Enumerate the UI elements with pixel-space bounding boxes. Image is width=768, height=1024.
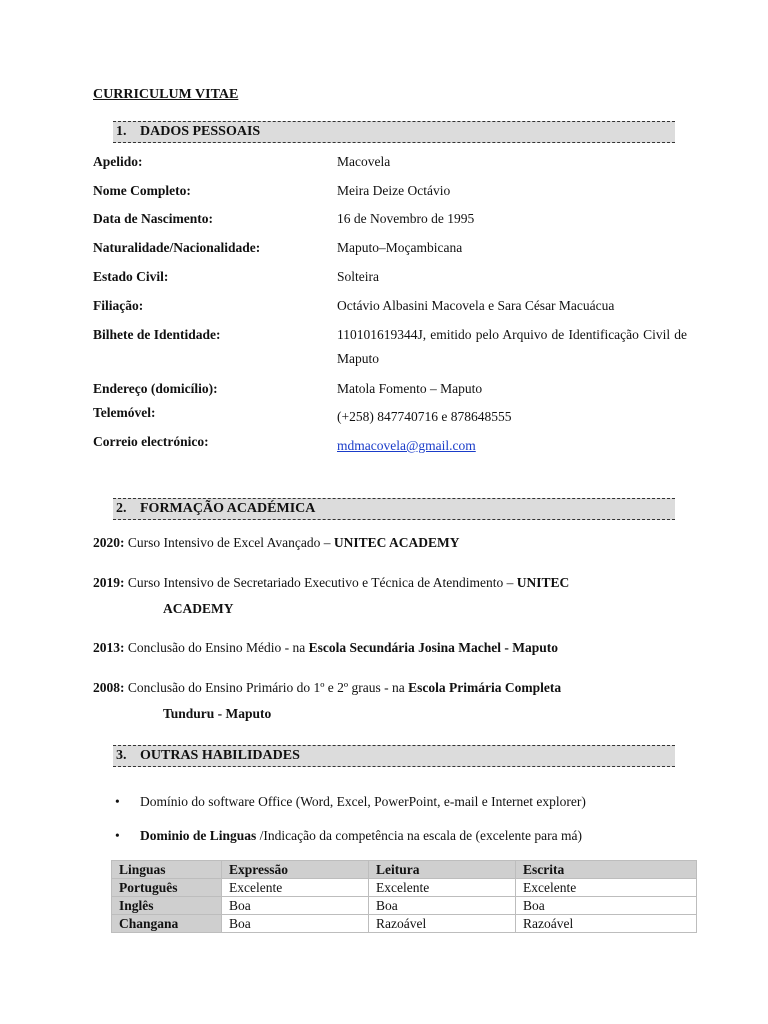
skill-office: Domínio do software Office (Word, Excel, PowerPoint, e-mail e Internet explorer) xyxy=(140,794,586,809)
cell-expressao: Boa xyxy=(222,915,369,933)
education-institution: Escola Primária Completa xyxy=(408,680,562,695)
document-title: CURRICULUM VITAE xyxy=(93,87,239,102)
education-year: 2019: xyxy=(93,575,125,590)
section-header-education xyxy=(113,498,675,520)
header-linguas: Linguas xyxy=(112,861,222,879)
label-filiacao: Filiação: xyxy=(93,298,144,313)
cell-leitura: Razoável xyxy=(369,915,516,933)
label-email: Correio electrónico: xyxy=(93,434,209,449)
value-email xyxy=(337,434,687,458)
education-text: Curso Intensivo de Excel Avançado – xyxy=(124,535,334,550)
education-text: Conclusão do Ensino Primário do 1º e 2º graus - na xyxy=(124,680,409,695)
education-institution-cont: ACADEMY xyxy=(163,601,234,616)
header-leitura: Leitura xyxy=(369,861,516,879)
table-header-row xyxy=(112,861,697,879)
section-title: OUTRAS HABILIDADES xyxy=(140,748,300,763)
language-name: Inglês xyxy=(112,897,222,915)
education-year: 2020: xyxy=(93,535,125,550)
table-row xyxy=(112,879,697,897)
label-naturalidade: Naturalidade/Nacionalidade: xyxy=(93,240,261,255)
cell-leitura: Boa xyxy=(369,897,516,915)
education-item xyxy=(93,530,675,556)
header-expressao: Expressão xyxy=(222,861,369,879)
section-header-personal xyxy=(113,121,675,143)
value-nome-completo: Meira Deize Octávio xyxy=(337,183,451,198)
cell-escrita: Boa xyxy=(516,897,697,915)
label-estado-civil: Estado Civil: xyxy=(93,269,169,284)
section-header-skills xyxy=(113,745,675,767)
education-item xyxy=(93,635,675,661)
education-item xyxy=(93,570,675,622)
value-data-nascimento: 16 de Novembro de 1995 xyxy=(337,211,475,226)
education-year: 2008: xyxy=(93,680,125,695)
label-telemovel: Telemóvel: xyxy=(93,405,156,420)
label-data-nascimento: Data de Nascimento: xyxy=(93,211,213,226)
value-telemovel: (+258) 847740716 e 878648555 xyxy=(337,409,512,424)
section-number: 1. xyxy=(116,124,127,139)
education-year: 2013: xyxy=(93,640,125,655)
value-estado-civil: Solteira xyxy=(337,269,379,284)
education-institution: UNITEC ACADEMY xyxy=(333,535,460,550)
skill-languages xyxy=(140,828,582,844)
cell-escrita: Razoável xyxy=(516,915,697,933)
label-bilhete: Bilhete de Identidade: xyxy=(93,327,221,342)
value-bilhete: 110101619344J, emitido pelo Arquivo de Identificação Civil de Maputo xyxy=(337,327,687,366)
label-endereco: Endereço (domicílio): xyxy=(93,381,218,396)
education-text: Conclusão do Ensino Médio - na xyxy=(124,640,309,655)
header-escrita: Escrita xyxy=(516,861,697,879)
bullet-icon: • xyxy=(115,828,120,843)
language-name: Changana xyxy=(112,915,222,933)
cell-expressao: Excelente xyxy=(222,879,369,897)
section-number: 3. xyxy=(116,748,127,763)
cell-leitura: Excelente xyxy=(369,879,516,897)
skill-languages-desc: /Indicação da competência na escala de (excelente para má) xyxy=(256,828,582,843)
education-institution: Escola Secundária Josina Machel - Maputo xyxy=(308,640,558,655)
label-apelido: Apelido: xyxy=(93,154,143,169)
value-apelido: Macovela xyxy=(337,154,391,169)
label-nome-completo: Nome Completo: xyxy=(93,183,191,198)
section-title: DADOS PESSOAIS xyxy=(140,124,261,139)
table-row xyxy=(112,897,697,915)
cell-escrita: Excelente xyxy=(516,879,697,897)
education-institution-cont: Tunduru - Maputo xyxy=(163,706,272,721)
table-row xyxy=(112,915,697,933)
skill-languages-label: Dominio de Linguas xyxy=(140,828,257,843)
education-item xyxy=(93,675,675,727)
languages-table xyxy=(111,860,697,933)
bullet-icon: • xyxy=(115,794,120,809)
cell-expressao: Boa xyxy=(222,897,369,915)
value-endereco: Matola Fomento – Maputo xyxy=(337,381,483,396)
section-number: 2. xyxy=(116,501,127,516)
section-title: FORMAÇÃO ACADÉMICA xyxy=(140,501,316,516)
email-link[interactable]: mdmacovela@gmail.com xyxy=(337,438,476,453)
language-name: Português xyxy=(112,879,222,897)
value-naturalidade: Maputo–Moçambicana xyxy=(337,240,463,255)
education-text: Curso Intensivo de Secretariado Executivo e Técnica de Atendimento – xyxy=(124,575,517,590)
education-institution: UNITEC xyxy=(516,575,570,590)
value-filiacao: Octávio Albasini Macovela e Sara César Macuácua xyxy=(337,298,615,313)
